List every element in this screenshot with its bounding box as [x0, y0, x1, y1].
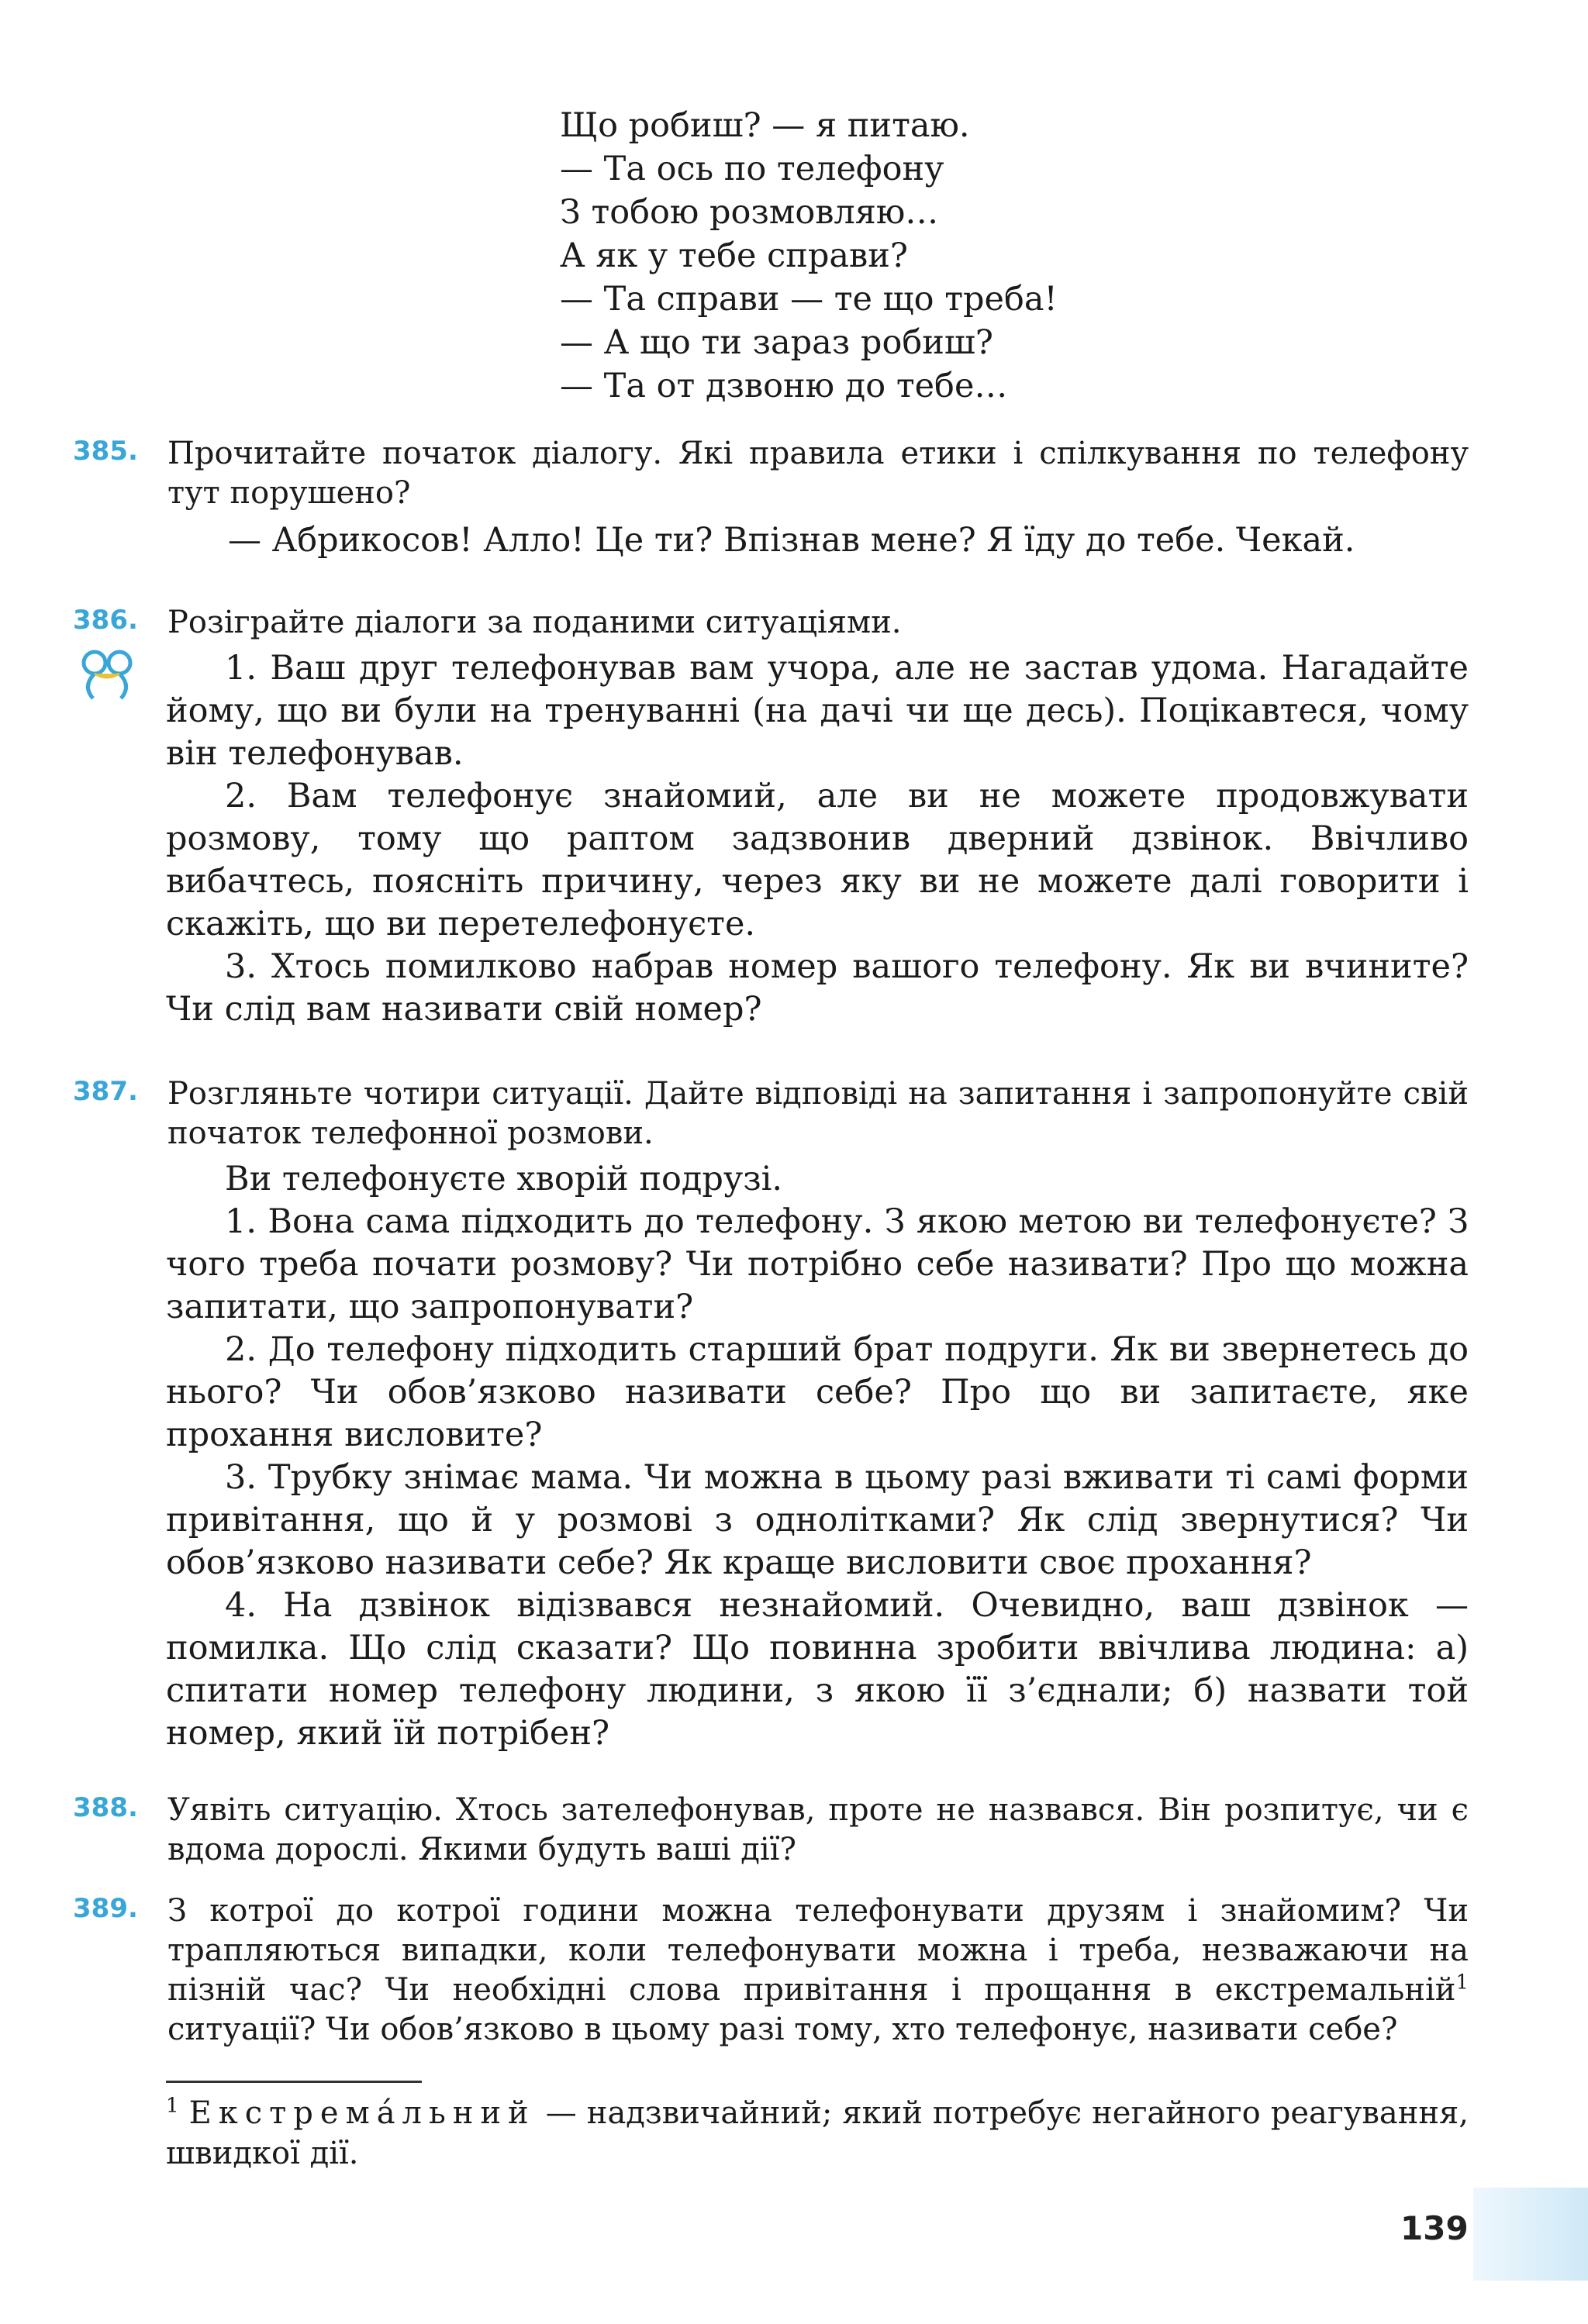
exercise-task: Прочитайте початок діалогу. Які правила етики і спілкування по телефону тут порушено?	[167, 436, 1469, 511]
dialogue-line: — Абрикосов! Алло! Це ти? Впізнав мене? Я їду до тебе. Чекай.	[228, 521, 1355, 560]
exercise-387	[73, 1074, 1469, 1755]
exercise-number: 385.	[73, 436, 138, 467]
exercise-task: Уявіть ситуацію. Хтось зателефонував, проте не назвався. Він розпитує, чи є вдома дорослі. Якими будуть ваші дії?	[167, 1792, 1469, 1867]
footnote-definition: — надзвичайний; який потребує негайного реагування, швидкої дії.	[166, 2095, 1469, 2171]
exercise-task	[167, 1891, 1469, 2050]
exercise-number: 388.	[73, 1792, 138, 1823]
poem-line: Що робиш? — я питаю.	[560, 106, 970, 145]
poem-line: А як у тебе справи?	[560, 236, 908, 275]
poem-line: З тобою розмовляю…	[560, 193, 939, 232]
exercise-number: 386.	[73, 605, 138, 636]
poem-line: — Та справи — те що треба!	[560, 280, 1058, 319]
exercise-number: 389.	[73, 1893, 138, 1924]
situation-item: 3. Трубку знімає мама. Чи можна в цьому разі вживати ті самі форми привітання, що й у розмові з однолітками? Як слід звернутися? Чи обов’язково називати себе? Як краще висловити своє прохання?	[166, 1458, 1469, 1582]
footnote-reference: 1	[1455, 1971, 1469, 1995]
situation-item: 1. Вона сама підходить до телефону. З якою метою ви телефонуєте? З чого треба почати розмову? Чи потрібно себе називати? Про що можна запитати, що запропонувати?	[166, 1202, 1469, 1326]
footnote-divider	[166, 2081, 422, 2083]
situation-item: 3. Хтось помилково набрав номер вашого телефону. Як ви вчините? Чи слід вам називати свій номер?	[166, 947, 1469, 1029]
situation-item: 1. Ваш друг телефонував вам учора, але не застав удома. Нагадайте йому, що ви були на тренуванні (на дачі чи ще десь). Поцікавтеся, чому він телефонував.	[166, 649, 1469, 773]
situation-item: 2. Вам телефонує знайомий, але ви не можете продовжувати розмову, тому що раптом задзвонив дверний дзвінок. Ввічливо вибачтесь, поясніть причину, через яку ви не можете далі говорити і скажіть, що ви перетелефонуєте.	[166, 777, 1469, 943]
footnote-mark: 1	[166, 2094, 179, 2118]
footnote-term: Екстрема́льний	[188, 2095, 536, 2131]
poem-line: — Та от дзвоню до тебе…	[560, 367, 1008, 405]
page-number: 139	[1400, 2209, 1469, 2247]
exercise-task: Розіграйте діалоги за поданими ситуаціями.	[167, 605, 902, 640]
exercise-number: 387.	[73, 1076, 138, 1107]
exercise-388	[73, 1791, 1469, 1870]
situation-item: 4. На дзвінок відізвався незнайомий. Очевидно, ваш дзвінок — помилка. Що слід сказати? Що повинна зробити ввічлива людина: а) спитати номер телефону людини, з якою її з’єднали; б) назвати той номер, який їй потрібен?	[166, 1586, 1469, 1753]
exercise-task: Розгляньте чотири ситуації. Дайте відповіді на запитання і запропонуйте свій початок телефонної розмови.	[167, 1076, 1469, 1151]
task-text: З котрої до котрої години можна телефонувати друзям і знайомим? Чи трапляються випадки, коли телефонувати можна і треба, незважаючи на пізній час? Чи необхідні слова привітання і прощання в екстремальній	[167, 1893, 1469, 2008]
situation-intro: Ви телефонуєте хворій подрузі.	[225, 1160, 783, 1198]
page-corner-tab	[1473, 2188, 1588, 2281]
footnote	[166, 2093, 1469, 2174]
exercise-389	[73, 1891, 1469, 2050]
exercise-386	[73, 603, 1469, 1031]
exercise-385	[73, 434, 1469, 562]
situation-item: 2. До телефону підходить старший брат подруги. Як ви звернетесь до нього? Чи обов’язково називати себе? Про що ви запитаєте, яке прохання висловите?	[166, 1330, 1469, 1454]
poem	[560, 104, 1058, 408]
task-text: ситуації? Чи обов’язково в цьому разі тому, хто телефонує, називати себе?	[167, 2012, 1398, 2047]
poem-line: — Та ось по телефону	[560, 150, 944, 188]
pair-work-icon	[76, 647, 138, 702]
poem-line: — А що ти зараз робиш?	[560, 323, 993, 362]
